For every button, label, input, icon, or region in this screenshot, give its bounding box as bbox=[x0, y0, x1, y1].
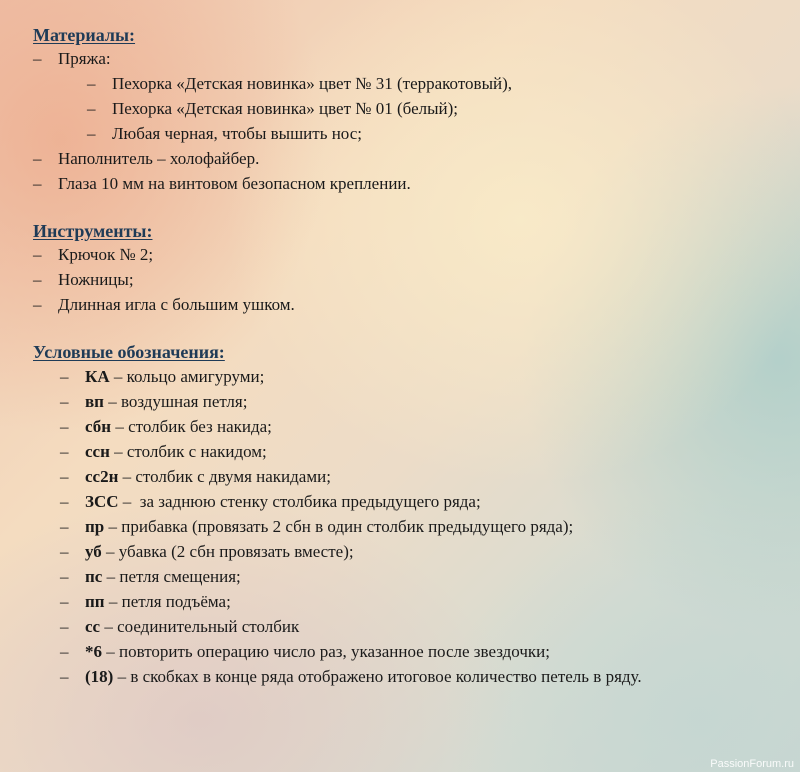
legend-term: КА bbox=[85, 367, 110, 386]
dash: – bbox=[33, 49, 42, 68]
materials-heading: Материалы: bbox=[33, 25, 136, 45]
legend-desc: – петля смещения; bbox=[102, 567, 241, 586]
dash: – bbox=[60, 567, 69, 586]
legend-desc: – петля подъёма; bbox=[104, 592, 231, 611]
legend-desc: – убавка (2 сбн провязать вместе); bbox=[101, 542, 354, 561]
legend-desc: – столбик без накида; bbox=[111, 417, 272, 436]
dash: – bbox=[60, 542, 69, 561]
dash: – bbox=[60, 442, 69, 461]
dash: – bbox=[33, 295, 42, 314]
dash: – bbox=[60, 367, 69, 386]
dash: – bbox=[60, 592, 69, 611]
tools-heading: Инструменты: bbox=[33, 221, 153, 241]
yarn-label: Пряжа: bbox=[58, 49, 111, 68]
tool-item: Крючок № 2; bbox=[58, 245, 154, 264]
legend-desc: – столбик с накидом; bbox=[109, 442, 267, 461]
legend-desc: – столбик с двумя накидами; bbox=[118, 467, 331, 486]
filler-text: Наполнитель – холофайбер. bbox=[58, 149, 260, 168]
dash: – bbox=[60, 617, 69, 636]
legend-term: пп bbox=[85, 592, 105, 611]
legend-desc: – за заднюю стенку столбика предыдущего ряда; bbox=[118, 492, 481, 511]
dash: – bbox=[33, 270, 42, 289]
legend-term: уб bbox=[85, 542, 102, 561]
dash: – bbox=[87, 124, 96, 143]
legend-term: сс2н bbox=[85, 467, 119, 486]
legend-term: ЗСС bbox=[85, 492, 119, 511]
dash: – bbox=[87, 74, 96, 93]
eyes-text: Глаза 10 мм на винтовом безопасном креплении. bbox=[58, 174, 411, 193]
dash: – bbox=[87, 99, 96, 118]
legend-term: сс bbox=[85, 617, 101, 636]
dash: – bbox=[33, 149, 42, 168]
legend-term: *6 bbox=[85, 642, 102, 661]
legend-desc: – кольцо амигуруми; bbox=[109, 367, 265, 386]
legend-term: ссн bbox=[85, 442, 110, 461]
dash: – bbox=[60, 417, 69, 436]
dash: – bbox=[60, 392, 69, 411]
legend-desc: – в скобках в конце ряда отображено итоговое количество петель в ряду. bbox=[113, 667, 642, 686]
legend-heading: Условные обозначения: bbox=[33, 342, 225, 362]
dash: – bbox=[60, 667, 69, 686]
yarn-item: Любая черная, чтобы вышить нос; bbox=[112, 124, 362, 143]
dash: – bbox=[60, 517, 69, 536]
legend-desc: – повторить операцию число раз, указанное после звездочки; bbox=[102, 642, 550, 661]
legend-term: пс bbox=[85, 567, 103, 586]
legend-term: (18) bbox=[85, 667, 114, 686]
legend-term: сбн bbox=[85, 417, 112, 436]
tool-item: Длинная игла с большим ушком. bbox=[58, 295, 295, 314]
yarn-item: Пехорка «Детская новинка» цвет № 01 (белый); bbox=[112, 99, 459, 118]
legend-desc: – воздушная петля; bbox=[103, 392, 248, 411]
yarn-item: Пехорка «Детская новинка» цвет № 31 (терракотовый), bbox=[112, 74, 512, 93]
legend-term: пр bbox=[85, 517, 105, 536]
dash: – bbox=[60, 467, 69, 486]
dash: – bbox=[60, 492, 69, 511]
legend-desc: – соединительный столбик bbox=[100, 617, 300, 636]
tool-item: Ножницы; bbox=[58, 270, 134, 289]
watermark: PassionForum.ru bbox=[710, 758, 794, 770]
legend-term: вп bbox=[85, 392, 104, 411]
dash: – bbox=[33, 245, 42, 264]
dash: – bbox=[33, 174, 42, 193]
dash: – bbox=[60, 642, 69, 661]
legend-desc: – прибавка (провязать 2 сбн в один столбик предыдущего ряда); bbox=[104, 517, 574, 536]
